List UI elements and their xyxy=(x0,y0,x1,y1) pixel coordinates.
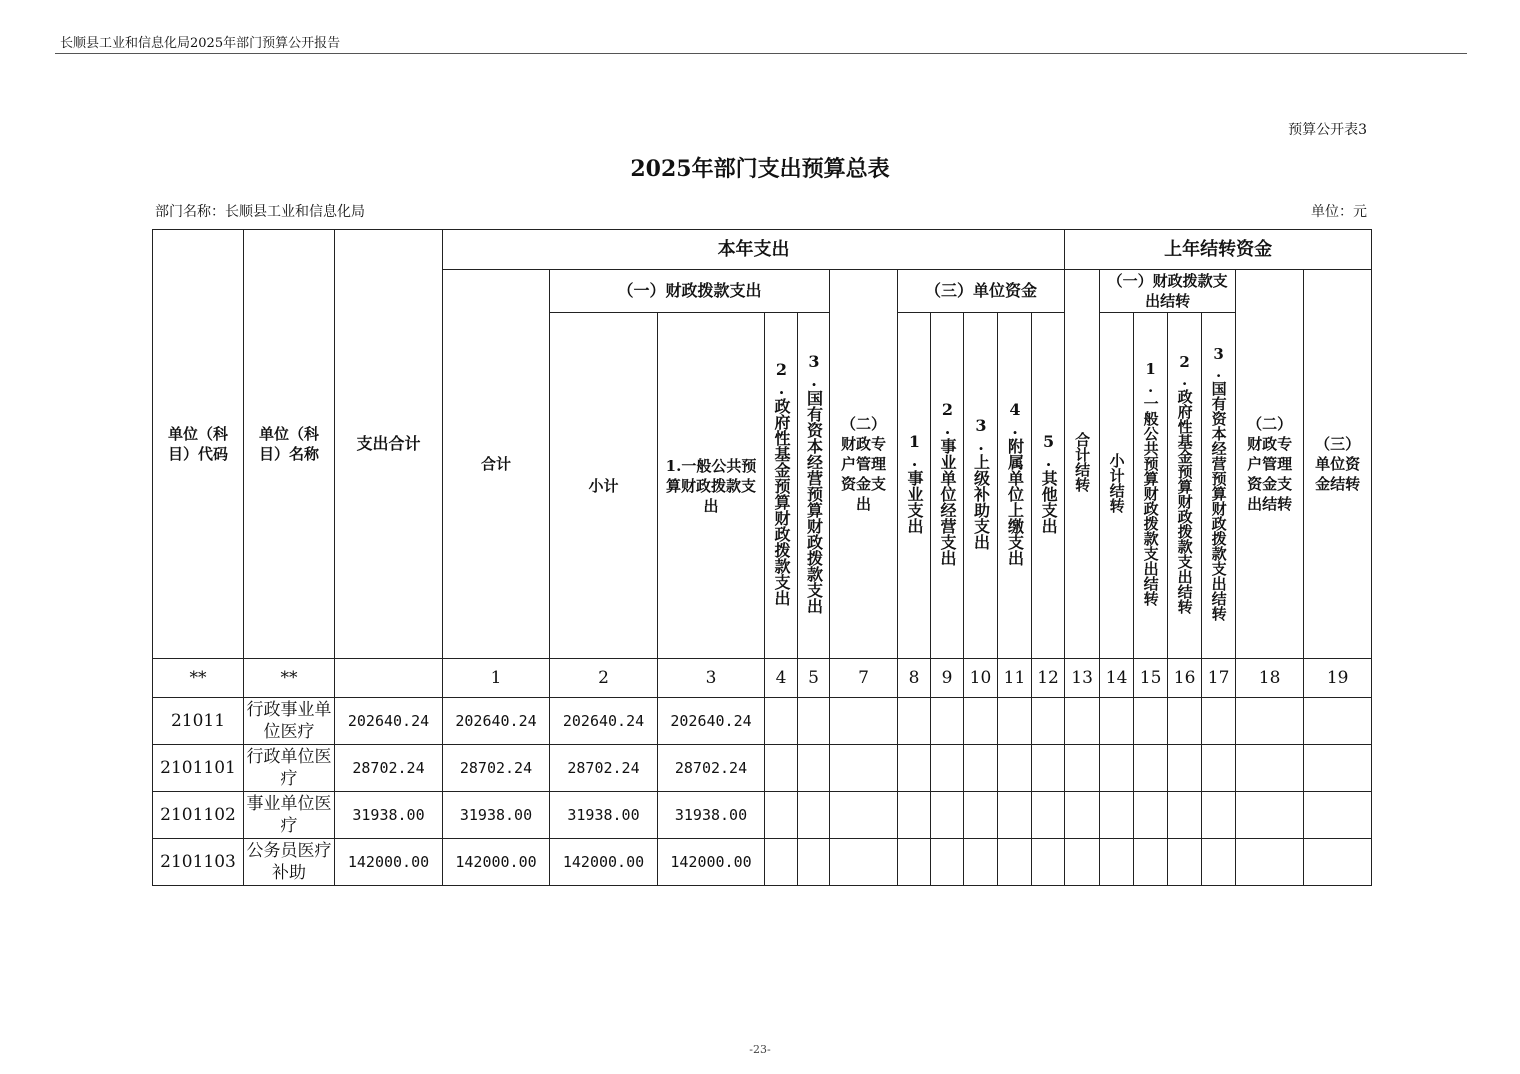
header-divider xyxy=(55,53,1467,54)
header-carry-state-capital: 3.国有资本经营预算财政拨款支出结转 xyxy=(1202,313,1236,659)
row-name: 事业单位医疗 xyxy=(244,792,335,839)
table-row xyxy=(153,839,1372,886)
header-affiliated: 4.附属单位上缴支出 xyxy=(998,313,1032,659)
row-code: 2101103 xyxy=(153,839,244,886)
header-subsidy: 3.上级补助支出 xyxy=(964,313,998,659)
header-this-year-expenditure: 本年支出 xyxy=(443,230,1065,270)
index-cell: 1 xyxy=(443,659,550,698)
header-fiscal-appropriation: （一）财政拨款支出 xyxy=(550,270,830,313)
index-cell: 5 xyxy=(798,659,830,698)
index-cell: 15 xyxy=(1134,659,1168,698)
row-total: 142000.00 xyxy=(335,839,443,886)
row-name: 公务员医疗补助 xyxy=(244,839,335,886)
table-row xyxy=(153,698,1372,745)
row-subtotal: 202640.24 xyxy=(550,698,658,745)
header-total-expenditure: 支出合计 xyxy=(335,230,443,659)
row-sum: 202640.24 xyxy=(443,698,550,745)
row-sum: 28702.24 xyxy=(443,745,550,792)
index-cell: 9 xyxy=(931,659,964,698)
row-subtotal: 28702.24 xyxy=(550,745,658,792)
index-cell: 4 xyxy=(765,659,798,698)
index-cell: 18 xyxy=(1236,659,1304,698)
row-total: 28702.24 xyxy=(335,745,443,792)
document-header: 长顺县工业和信息化局2025年部门预算公开报告 xyxy=(60,36,341,51)
header-general-budget: 1.一般公共预算财政拨款支出 xyxy=(658,313,765,659)
header-gov-fund: 2.政府性基金预算财政拨款支出 xyxy=(765,313,798,659)
index-cell: 7 xyxy=(830,659,898,698)
header-other: 5.其他支出 xyxy=(1032,313,1065,659)
header-carry-general: 1.一般公共预算财政拨款支出结转 xyxy=(1134,313,1168,659)
table-number: 预算公开表3 xyxy=(1288,122,1367,138)
index-cell: 2 xyxy=(550,659,658,698)
header-sum: 合计 xyxy=(443,270,550,659)
row-general: 31938.00 xyxy=(658,792,765,839)
budget-table xyxy=(152,229,1372,886)
header-carry-gov-fund: 2.政府性基金预算财政拨款支出结转 xyxy=(1168,313,1202,659)
index-cell: 10 xyxy=(964,659,998,698)
index-cell: ** xyxy=(153,659,244,698)
header-last-year-carryover: 上年结转资金 xyxy=(1065,230,1372,270)
row-total: 202640.24 xyxy=(335,698,443,745)
page-title: 2025年部门支出预算总表 xyxy=(630,156,890,182)
row-subtotal: 142000.00 xyxy=(550,839,658,886)
header-carry-unit: （三）单位资金结转 xyxy=(1304,270,1372,659)
index-cell: 12 xyxy=(1032,659,1065,698)
header-special-account: （二）财政专户管理资金支出 xyxy=(830,270,898,659)
header-unit-name: 单位（科目）名称 xyxy=(244,230,335,659)
header-operation: 2.事业单位经营支出 xyxy=(931,313,964,659)
row-sum: 31938.00 xyxy=(443,792,550,839)
table-row xyxy=(153,745,1372,792)
row-general: 142000.00 xyxy=(658,839,765,886)
index-cell: 11 xyxy=(998,659,1032,698)
header-state-capital: 3.国有资本经营预算财政拨款支出 xyxy=(798,313,830,659)
row-general: 28702.24 xyxy=(658,745,765,792)
index-row xyxy=(153,659,1372,698)
header-carry-fiscal: （一）财政拨款支出结转 xyxy=(1100,270,1236,313)
department-name: 部门名称：长顺县工业和信息化局 xyxy=(155,204,365,220)
row-general: 202640.24 xyxy=(658,698,765,745)
row-subtotal: 31938.00 xyxy=(550,792,658,839)
currency-unit: 单位：元 xyxy=(1311,204,1367,220)
row-code: 21011 xyxy=(153,698,244,745)
row-code: 2101101 xyxy=(153,745,244,792)
index-cell: 19 xyxy=(1304,659,1372,698)
index-cell: 17 xyxy=(1202,659,1236,698)
table-row xyxy=(153,792,1372,839)
row-name: 行政事业单位医疗 xyxy=(244,698,335,745)
index-cell: 8 xyxy=(898,659,931,698)
header-carry-total: 合计结转 xyxy=(1065,270,1100,659)
header-carry-subtotal: 小计结转 xyxy=(1100,313,1134,659)
index-cell xyxy=(335,659,443,698)
row-total: 31938.00 xyxy=(335,792,443,839)
page-number: -23- xyxy=(749,1043,771,1056)
index-cell: 16 xyxy=(1168,659,1202,698)
row-sum: 142000.00 xyxy=(443,839,550,886)
index-cell: 14 xyxy=(1100,659,1134,698)
header-unit-code: 单位（科目）代码 xyxy=(153,230,244,659)
index-cell: 3 xyxy=(658,659,765,698)
header-career: 1.事业支出 xyxy=(898,313,931,659)
header-unit-funds: （三）单位资金 xyxy=(898,270,1065,313)
row-code: 2101102 xyxy=(153,792,244,839)
header-subtotal: 小计 xyxy=(550,313,658,659)
index-cell: 13 xyxy=(1065,659,1100,698)
header-carry-special: （二）财政专户管理资金支出结转 xyxy=(1236,270,1304,659)
row-name: 行政单位医疗 xyxy=(244,745,335,792)
index-cell: ** xyxy=(244,659,335,698)
